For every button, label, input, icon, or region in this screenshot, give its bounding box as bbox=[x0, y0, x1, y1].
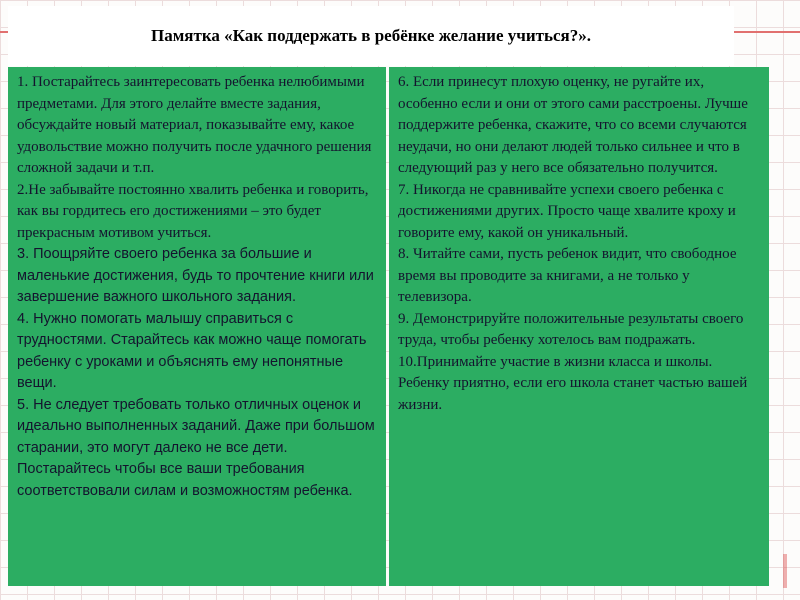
title-box bbox=[8, 6, 734, 66]
memo-item-8: 8. Читайте сами, пусть ребенок видит, что свободное время вы проводите за книгами, а не только у телевизора. bbox=[398, 246, 737, 305]
memo-item-9: 9. Демонстрируйте положительные результаты своего труда, чтобы ребенку хотелось вам подражать. bbox=[398, 310, 744, 348]
memo-left-panel bbox=[8, 67, 386, 586]
memo-item-2: 2.Не забывайте постоянно хвалить ребенка и говорить, как вы гордитесь его достижениями – это будет прекрасным мотивом учиться. bbox=[17, 181, 369, 241]
memo-item-3: 3. Поощряйте своего ребенка за большие и маленькие достижения, будь то прочтение книги или завершение важного школьного задания. bbox=[17, 246, 374, 305]
memo-right-panel bbox=[389, 67, 769, 586]
page-title: Памятка «Как поддержать в ребёнке желание учиться?». bbox=[151, 26, 591, 45]
memo-item-5: 5. Не следует требовать только отличных оценок и идеально выполненных заданий. Даже при большом старании, это могут далеко не все дети. Постарайтесь чтобы все ваши требования соответствовали силам и возможностям ребенка. bbox=[17, 396, 375, 499]
memo-item-7: 7. Никогда не сравнивайте успехи своего ребенка с достижениями других. Просто чаще хвалите кроху и говорите ему, какой он уникальный. bbox=[398, 181, 736, 241]
memo-item-4: 4. Нужно помогать малышу справиться с трудностями. Старайтесь как можно чаще помогать ребенку с уроками и объяснять ему непонятные вещи. bbox=[17, 310, 367, 391]
memo-item-6: 6. Если принесут плохую оценку, не ругайте их, особенно если и они от этого сами расстроены. Лучше поддержите ребенка, скажите, что со всеми случаются неудачи, но они делают людей только сильнее и что в следующий раз у него все обязательно получится. bbox=[398, 74, 748, 176]
memo-item-1: 1. Постарайтесь заинтересовать ребенка нелюбимыми предметами. Для этого делайте вместе задания, обсуждайте новый материал, показывайте ему, какое удовольствие можно получить после удачного решения сложной задачи и т.п. bbox=[17, 74, 372, 176]
red-watermark-mark bbox=[783, 554, 787, 588]
memo-item-10: 10.Принимайте участие в жизни класса и школы. Ребенку приятно, если его школа станет частью вашей жизни. bbox=[398, 353, 748, 413]
